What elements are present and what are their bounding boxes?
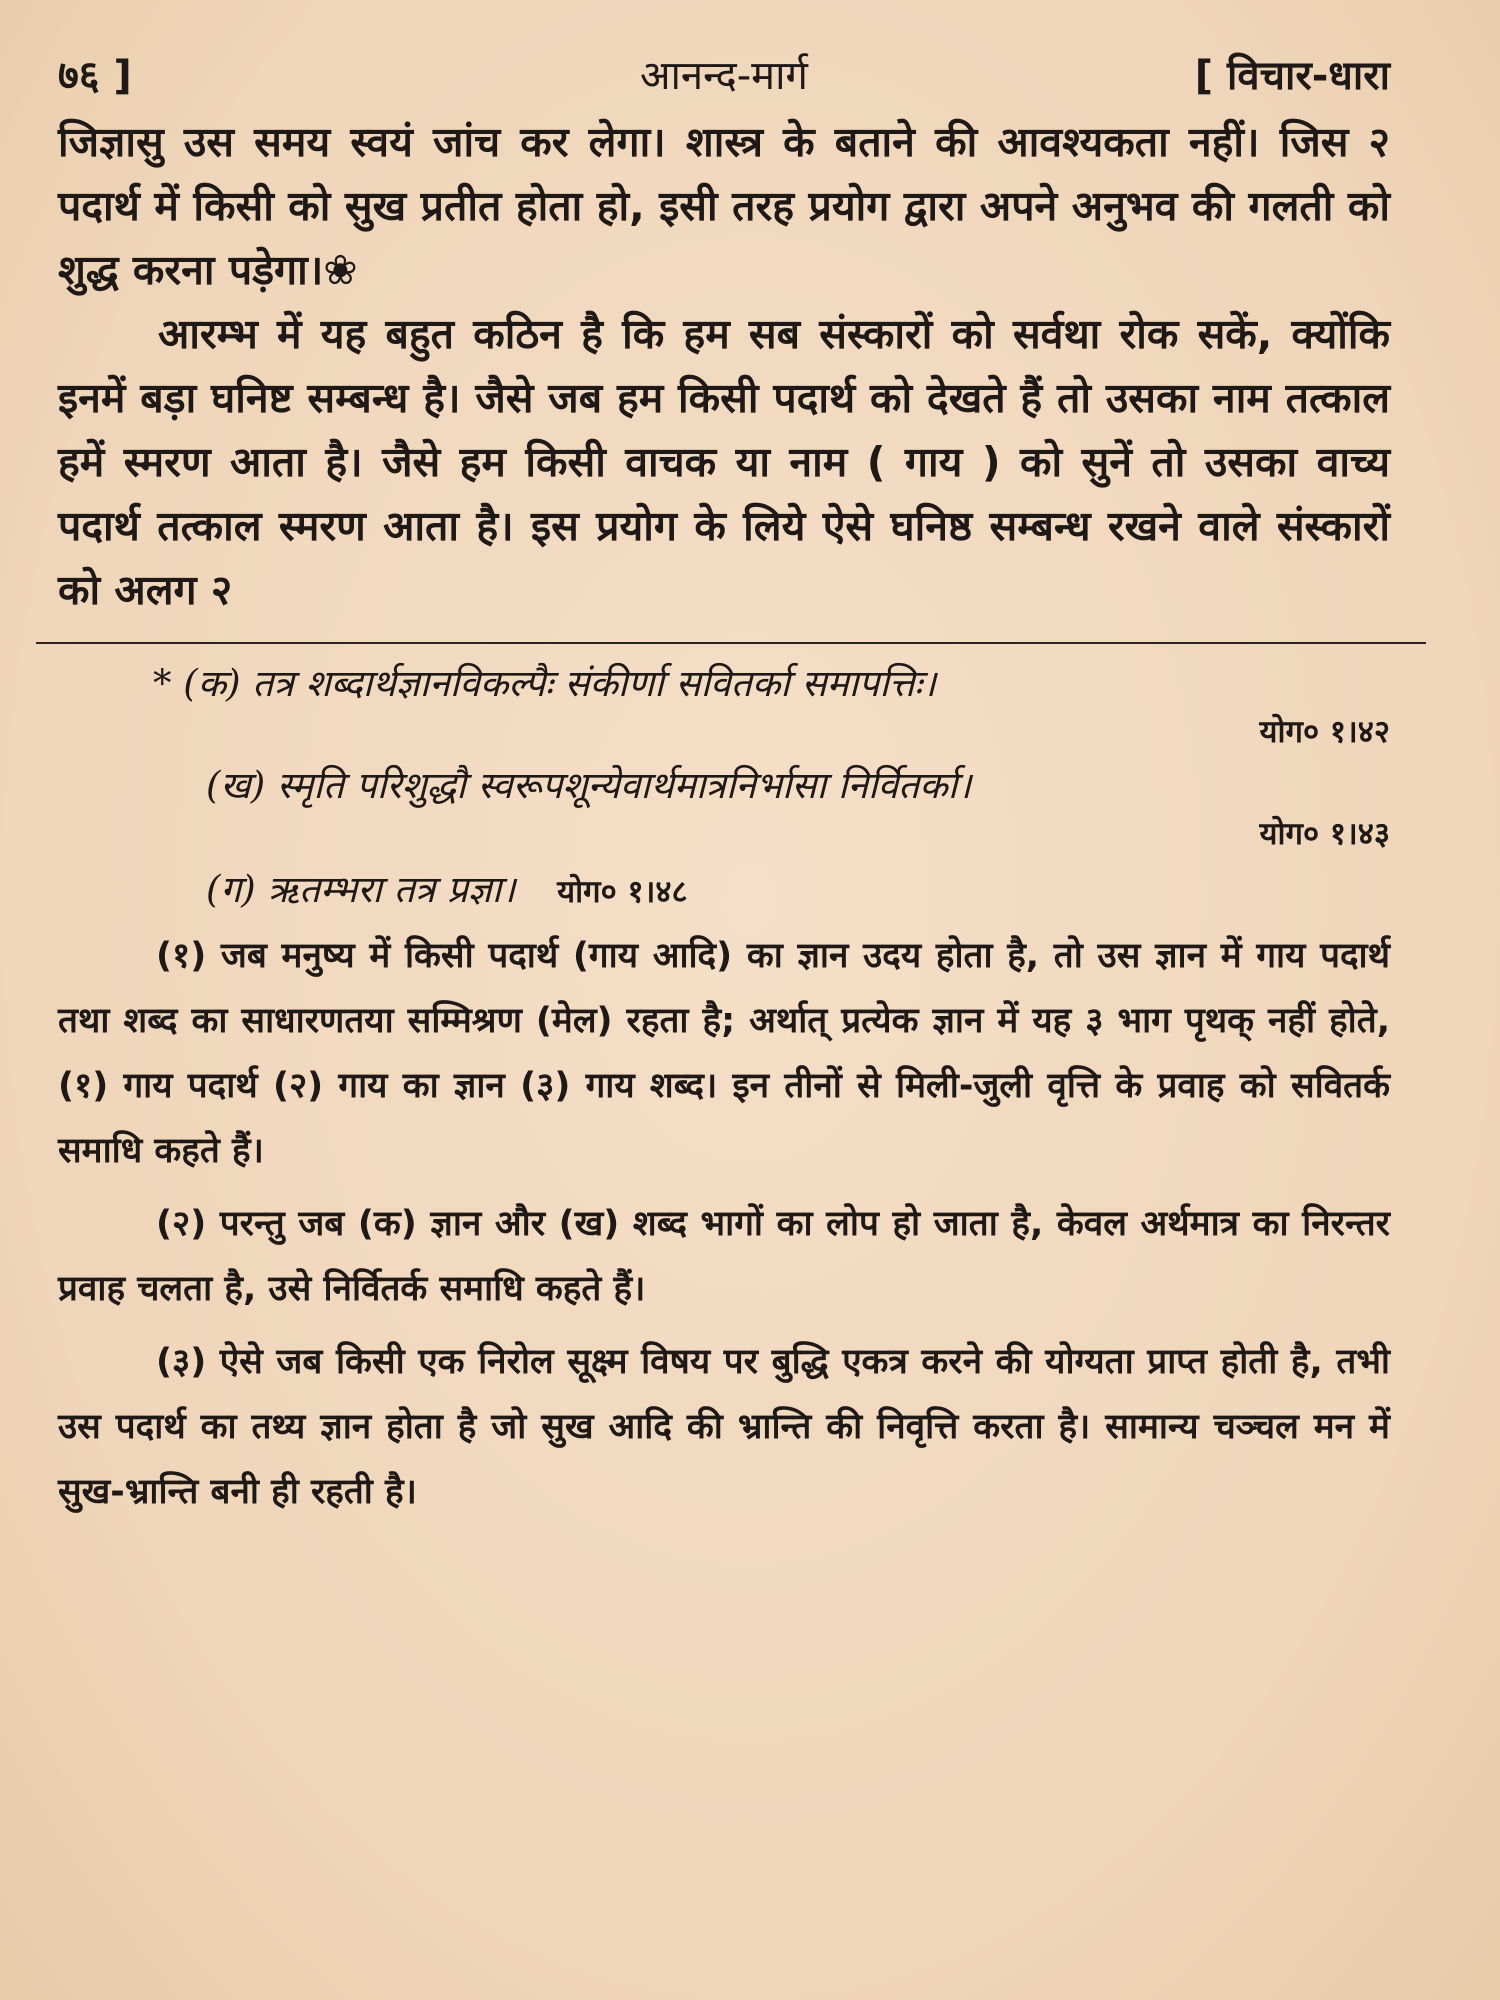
footnote-divider xyxy=(36,642,1426,644)
verse-c-text: (ग) ऋतम्भरा तत्र प्रज्ञा। xyxy=(206,868,516,911)
verse-c xyxy=(58,864,1390,918)
note-3: (३) ऐसे जब किसी एक निरोल सूक्ष्म विषय पर बुद्धि एकत्र करने की योग्यता प्राप्त होती है, तभी उस पदार्थ का तथ्य ज्ञान होता है जो सुख आदि की भ्रान्ति की निवृत्ति करता है। सामान्य चञ्चल मन में सुख-भ्रान्ति बनी ही रहती है। xyxy=(58,1342,1390,1512)
footnote-block xyxy=(58,658,1390,1525)
verse-b: (ख) स्मृति परिशुद्धौ स्वरूपशून्येवार्थमात्रनिर्भासा निर्वितर्का। xyxy=(206,764,972,807)
running-header xyxy=(58,40,1390,110)
section-title: [ विचार-धारा xyxy=(1194,53,1390,99)
verse-b-reference: योग० १।४३ xyxy=(1259,816,1390,852)
verse-c-reference: योग० १।४८ xyxy=(557,874,688,910)
page-number: ७६ ] xyxy=(58,53,132,99)
verse-a-reference: योग० १।४२ xyxy=(1259,714,1390,750)
paragraph-1: जिज्ञासु उस समय स्वयं जांच कर लेगा। शास्त्र के बताने की आवश्यकता नहीं। जिस २ पदार्थ में किसी को सुख प्रतीत होता हो, इसी तरह प्रयोग द्वारा अपने अनुभव की गलती को शुद्ध करना पड़ेगा।❀ xyxy=(58,118,1390,294)
main-text xyxy=(58,110,1390,622)
footnote-notes xyxy=(58,924,1390,1525)
paragraph-2: आरम्भ में यह बहुत कठिन है कि हम सब संस्कारों को सर्वथा रोक सकें, क्योंकि इनमें बड़ा घनिष्ट सम्बन्ध है। जैसे जब हम किसी पदार्थ को देखते हैं तो उसका नाम तत्काल हमें स्मरण आता है। जैसे हम किसी वाचक या नाम ( गाय ) को सुनें तो उसका वाच्य पदार्थ तत्काल स्मरण आता है। इस प्रयोग के लिये ऐसे घनिष्ठ सम्बन्ध रखने वाले संस्कारों को अलग २ xyxy=(58,310,1390,614)
note-2: (२) परन्तु जब (क) ज्ञान और (ख) शब्द भागों का लोप हो जाता है, केवल अर्थमात्र का निरन्तर प्रवाह चलता है, उसे निर्वितर्क समाधि कहते हैं। xyxy=(58,1204,1390,1309)
note-1: (१) जब मनुष्य में किसी पदार्थ (गाय आदि) का ज्ञान उदय होता है, तो उस ज्ञान में गाय पदार्थ तथा शब्द का साधारणतया सम्मिश्रण (मेल) रहता है; अर्थात् प्रत्येक ज्ञान में यह ३ भाग पृथक् नहीं होते, (१) गाय पदार्थ (२) गाय का ज्ञान (३) गाय शब्द। इन तीनों से मिली-जुली वृत्ति के प्रवाह को सवितर्क समाधि कहते हैं। xyxy=(58,936,1390,1171)
verse-a: * (क) तत्र शब्दार्थज्ञानविकल्पैः संकीर्णा सवितर्का समापत्तिः। xyxy=(153,662,936,705)
book-title: आनन्द-मार्ग xyxy=(640,53,808,99)
